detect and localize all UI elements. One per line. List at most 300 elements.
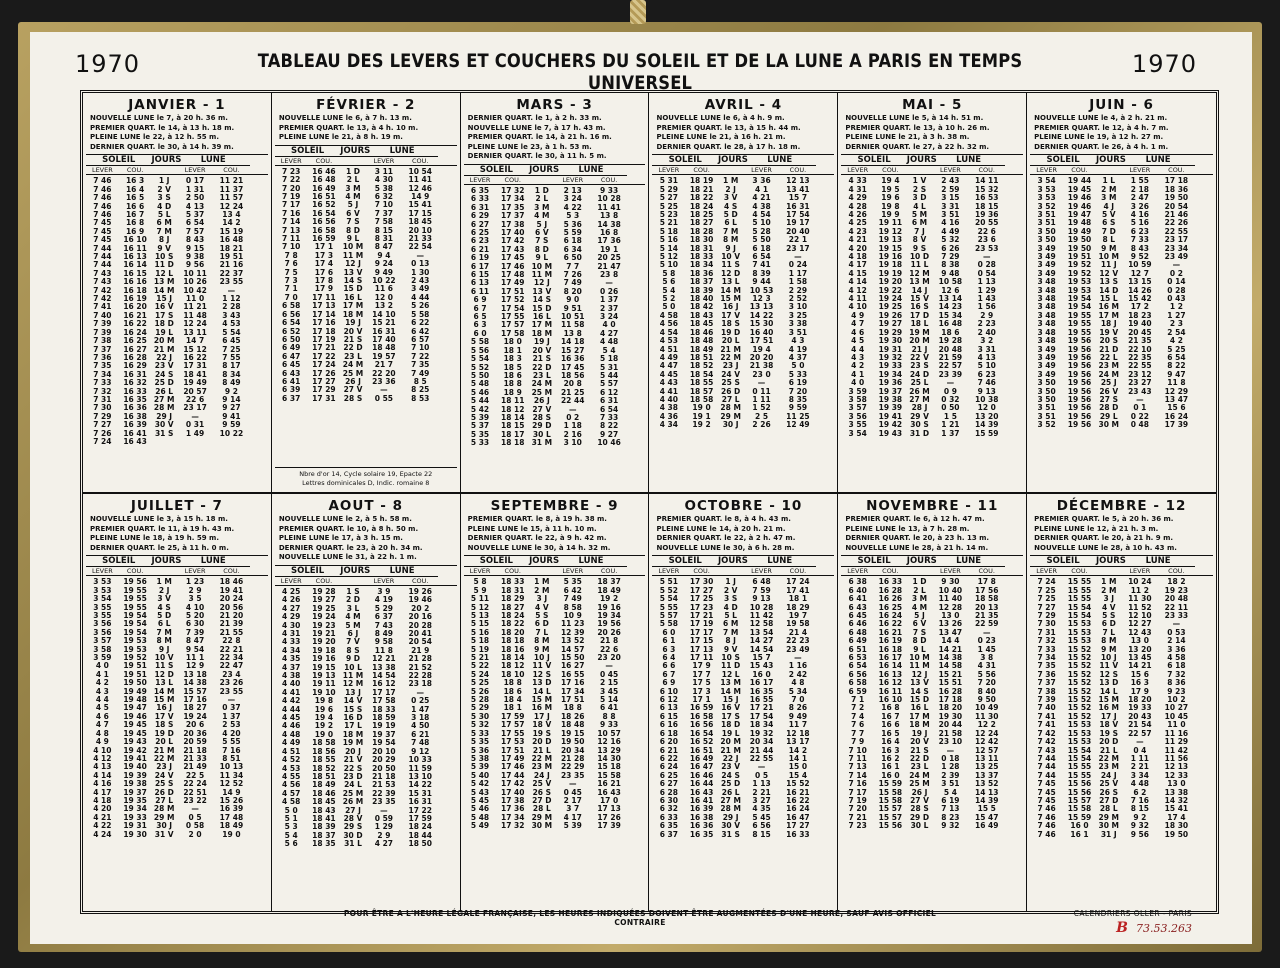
moon-set-cell: 15 59	[975, 429, 999, 438]
moon-set-cell: 19 7	[788, 612, 808, 620]
moon-set-cell: —	[1172, 261, 1181, 270]
sun-rise-cell: 7 1	[851, 696, 865, 705]
sun-set-cell: 16 21	[123, 311, 147, 320]
table-row	[86, 346, 268, 354]
day-rows	[275, 168, 457, 403]
day-rows	[86, 177, 268, 446]
month-name: MARS - 3	[516, 97, 593, 113]
sun-rise-cell: 3 50	[1037, 227, 1056, 236]
day-cell: 31 S	[154, 429, 174, 438]
sun-rise-cell: 5 54	[659, 595, 678, 604]
table-row	[1030, 320, 1213, 328]
table-row	[841, 704, 1023, 712]
sun-rise-cell: 6 58	[848, 679, 867, 688]
day-cell: 6 M	[911, 219, 928, 228]
table-row	[86, 578, 268, 586]
day-cell: 25 S	[154, 780, 174, 789]
table-row	[1030, 604, 1213, 612]
moon-set-cell: 19 16	[597, 603, 621, 612]
sun-set-cell: 16 21	[878, 628, 903, 637]
moon-rise-cell: 8 15	[1130, 805, 1149, 814]
sun-rise-cell: 3 54	[93, 595, 112, 604]
sun-set-cell: 19 6	[314, 705, 334, 714]
table-row	[1030, 186, 1213, 194]
moon-rise-cell: 16 36	[560, 355, 585, 364]
table-header	[275, 565, 457, 577]
moon-phase-line: PLEINE LUNE le 21, à 16 h. 21 m.	[656, 133, 786, 142]
table-row	[652, 738, 834, 746]
day-cell: 2 L	[346, 176, 360, 185]
sun-rise-cell: 6 45	[282, 361, 301, 370]
sun-rise-cell: 3 48	[1037, 328, 1056, 337]
moon-set-cell: 4 8	[791, 679, 805, 688]
moon-set-cell: 6 42	[411, 327, 430, 336]
table-row	[1030, 270, 1213, 278]
moon-rise-cell: 17 54	[749, 712, 774, 721]
moon-rise-cell: 22 20	[372, 369, 396, 378]
day-rows	[464, 187, 646, 448]
sun-rise-cell: 3 56	[93, 620, 112, 629]
sun-rise-cell: 7 2	[851, 704, 865, 713]
table-row	[86, 780, 268, 788]
table-subheader	[464, 567, 646, 576]
table-row	[464, 389, 646, 397]
moon-rise-cell: 14 22	[749, 311, 774, 320]
sun-set-cell: 19 49	[1067, 227, 1092, 236]
day-cell: 13 M	[720, 679, 741, 688]
day-cell: 1 J	[158, 177, 170, 186]
sun-rise-cell: 7 31	[1037, 628, 1056, 637]
sun-set-cell: 17 31	[312, 394, 336, 403]
moon-rise-cell: —	[568, 780, 577, 789]
moon-set-cell: 10 38	[975, 395, 999, 404]
moon-set-cell: 12 16	[597, 738, 621, 747]
table-row	[841, 654, 1023, 662]
moon-rise-cell: 5 39	[563, 822, 582, 831]
moon-rise-cell: 23 35	[372, 798, 396, 807]
moon-rise-cell: 8 15	[374, 226, 394, 235]
day-cell: 20 M	[909, 337, 930, 346]
moon-rise-cell: 2 18	[1130, 185, 1149, 194]
moon-rise-cell: 9 13	[752, 595, 771, 604]
sun-set-cell: 18 52	[689, 362, 714, 371]
day-cell: 14 L	[532, 687, 551, 696]
lever-column-header: LEVER	[469, 175, 491, 184]
day-cell: 31 J	[1100, 830, 1117, 839]
sun-set-cell: 19 41	[878, 412, 903, 421]
moon-set-cell: 20 54	[408, 638, 432, 647]
day-cell: 23 V	[721, 763, 741, 772]
moon-rise-cell: 4 27	[374, 840, 394, 849]
moon-rise-cell: 4 17	[563, 813, 582, 822]
sun-rise-cell: 3 57	[848, 404, 867, 413]
moon-set-cell: 14 2	[788, 746, 808, 755]
moon-rise-cell: 10 58	[938, 278, 963, 287]
table-row	[86, 219, 268, 227]
moon-rise-cell: 7 13	[941, 805, 960, 814]
moon-rise-cell: 1 11	[1130, 754, 1149, 763]
table-row	[652, 346, 834, 354]
day-cell: 22 M	[720, 353, 741, 362]
moon-phase-line: PLEINE LUNE le 13, à 7 h. 28 m.	[845, 524, 970, 533]
sun-set-cell: 16 14	[878, 662, 903, 671]
cou-column-header: COU.	[126, 567, 144, 576]
day-cell: 29 V	[910, 412, 929, 421]
sun-rise-cell: 3 54	[1037, 177, 1056, 186]
moon-rise-cell: 9 15	[185, 244, 205, 253]
sun-rise-cell: 4 33	[848, 177, 867, 186]
table-subheader	[1030, 567, 1213, 576]
table-row	[464, 296, 646, 304]
moon-rise-cell: 4 38	[752, 202, 771, 211]
table-row	[652, 831, 834, 839]
table-row	[1030, 763, 1213, 771]
cou-column-header: COU.	[223, 567, 240, 576]
table-row	[841, 320, 1023, 328]
table-row	[841, 721, 1023, 729]
moon-set-cell: 19 2	[599, 595, 619, 604]
day-cell: 6 V	[535, 229, 549, 237]
day-cell: 4 M	[911, 603, 928, 612]
day-cell: 17 L	[344, 722, 362, 731]
moon-rise-cell: 14 26	[1128, 286, 1152, 295]
day-cell: 24 V	[154, 771, 174, 780]
day-cell: 20 M	[720, 738, 741, 747]
moon-phases	[1034, 114, 1213, 152]
sun-set-cell: 19 24	[312, 613, 336, 622]
day-cell: 14 V	[343, 697, 363, 706]
day-cell: 29 M	[531, 813, 553, 822]
moon-set-cell: 23 20	[597, 654, 621, 663]
moon-set-cell: 3 25	[788, 311, 808, 320]
sun-rise-cell: 3 50	[1037, 236, 1056, 245]
sun-set-cell: 16 3	[881, 746, 900, 755]
sun-set-cell: 19 32	[878, 353, 903, 362]
day-cell: 30 J	[722, 421, 739, 430]
table-row	[275, 773, 457, 781]
moon-rise-cell: 1 55	[1130, 177, 1149, 186]
sun-set-cell: 17 54	[500, 304, 525, 313]
moon-rise-cell: 3 51	[941, 780, 960, 789]
moon-set-cell: 7 25	[222, 345, 241, 354]
sun-rise-cell: 4 11	[848, 295, 867, 304]
sun-set-cell: 15 55	[1067, 763, 1092, 772]
moon-phase-line: DERNIER QUART. le 26, à 4 h. 1 m.	[1034, 142, 1169, 151]
day-cell: 3 D	[912, 194, 927, 203]
sun-set-cell: 16 41	[689, 796, 714, 805]
table-row	[1030, 413, 1213, 421]
table-row	[86, 413, 268, 421]
day-cell: 25 D	[721, 780, 741, 789]
sun-rise-cell: 7 29	[1037, 612, 1056, 620]
day-cell: 20 M	[153, 337, 175, 346]
moon-phases	[468, 114, 646, 162]
moon-phase-line: PLEINE LUNE le 21, à 3 h. 38 m.	[845, 133, 970, 142]
sun-set-cell: 16 13	[123, 253, 147, 262]
sun-rise-cell: 7 27	[93, 421, 112, 430]
table-row	[464, 595, 646, 603]
table-row	[464, 629, 646, 637]
day-cell: 17 M	[909, 712, 930, 721]
moon-rise-cell: 10 24	[1128, 578, 1152, 587]
day-cell: 24 M	[531, 380, 553, 389]
table-row	[1030, 797, 1213, 805]
moon-rise-cell: 18 8	[563, 704, 582, 713]
sun-rise-cell: 7 21	[848, 813, 867, 822]
sun-set-cell: 18 8	[503, 380, 522, 389]
table-row	[652, 730, 834, 738]
table-row	[275, 622, 457, 630]
table-row	[275, 790, 457, 798]
sun-set-cell: 18 43	[689, 311, 714, 320]
day-cell: 5 D	[723, 211, 738, 219]
sun-rise-cell: 3 50	[1037, 387, 1056, 396]
sun-set-cell: 17 5	[692, 679, 711, 688]
day-cell: 29 D	[532, 422, 552, 431]
moon-rise-cell: 23 17	[183, 404, 207, 413]
moon-set-cell: 12 13	[786, 177, 810, 186]
moon-rise-cell: 16 35	[749, 687, 774, 696]
sun-rise-cell: 7 33	[93, 379, 112, 388]
sun-rise-cell: 4 38	[659, 404, 678, 413]
day-cell: 22 D	[343, 344, 363, 353]
day-cell: 22 D	[909, 754, 930, 763]
day-cell: 30 M	[1098, 421, 1120, 430]
sun-rise-cell: 7 20	[848, 805, 867, 814]
day-cell: 26 D	[721, 387, 741, 396]
sun-set-cell: 19 55	[1067, 320, 1092, 329]
moon-phase-line: PLEINE LUNE le 14, à 20 h. 21 m.	[656, 524, 786, 533]
table-row	[464, 330, 646, 338]
almanac-footnote	[275, 467, 457, 488]
sun-set-cell: 17 19	[689, 620, 714, 629]
sun-set-cell: 16 56	[689, 721, 714, 730]
table-row	[652, 396, 834, 404]
table-row	[275, 781, 457, 789]
table-row	[464, 814, 646, 822]
lever-column-header: LEVER	[1036, 166, 1058, 175]
moon-rise-cell: —	[191, 805, 199, 814]
day-cell: 16 J	[722, 303, 739, 312]
sun-rise-cell: 4 41	[659, 387, 678, 396]
sun-rise-cell: 4 53	[282, 764, 301, 773]
moon-rise-cell: 11 23	[560, 620, 585, 629]
sun-rise-cell: 5 57	[659, 612, 678, 620]
moon-rise-cell: 4 54	[752, 211, 771, 219]
moon-set-cell: 17 13	[597, 805, 621, 814]
moon-rise-cell: 11 1	[185, 654, 205, 663]
table-row	[652, 763, 834, 771]
day-cell: 9 L	[346, 235, 360, 244]
moon-set-cell: 16 33	[786, 830, 810, 839]
moon-set-cell: 5 25	[1167, 345, 1186, 354]
moon-rise-cell: 10 53	[749, 286, 774, 295]
day-cell: 12 J	[911, 670, 928, 679]
table-row	[464, 187, 646, 195]
sun-set-cell: 19 21	[312, 630, 336, 638]
day-cell: 3 S	[724, 595, 738, 604]
cou-column-header: COU.	[693, 166, 710, 175]
table-row	[86, 763, 268, 771]
sun-rise-cell: 5 21	[659, 219, 678, 228]
day-cell: 27 J	[345, 806, 361, 815]
day-cell: 5 S	[535, 612, 549, 620]
moon-phase-line: NOUVELLE LUNE le 28, à 21 h. 14 m.	[845, 543, 989, 552]
sun-rise-cell: 7 10	[848, 746, 867, 755]
moon-rise-cell: 14 21	[1128, 662, 1152, 671]
lune-header: LUNE	[932, 556, 1005, 567]
table-row	[464, 355, 646, 363]
sun-rise-cell: 6 11	[470, 287, 490, 296]
day-cell: 20 V	[532, 346, 552, 355]
moon-rise-cell: 16 55	[749, 696, 774, 705]
moon-phase-line: NOUVELLE LUNE le 7, à 17 h. 43 m.	[467, 123, 606, 132]
sun-set-cell: 19 39	[878, 404, 903, 413]
sun-set-cell: 18 35	[312, 840, 336, 849]
table-row	[652, 404, 834, 412]
table-row	[841, 278, 1023, 286]
sun-set-cell: 18 55	[689, 379, 714, 388]
sun-rise-cell: 4 34	[659, 421, 678, 430]
day-cell: 7 S	[912, 628, 927, 637]
moon-rise-cell: 7 41	[752, 261, 771, 270]
sun-rise-cell: 5 38	[470, 754, 490, 763]
sun-set-cell: 17 13	[689, 645, 714, 654]
moon-phase-line: NOUVELLE LUNE le 30, à 14 h. 32 m.	[467, 543, 611, 552]
day-cell: 13 M	[153, 278, 175, 287]
day-cell: 27 V	[910, 796, 929, 805]
day-cell: 21 M	[153, 746, 175, 755]
table-row	[275, 697, 457, 705]
sun-set-cell: 18 37	[312, 831, 336, 840]
sun-rise-cell: 7 43	[93, 269, 112, 278]
day-cell: 30 L	[910, 822, 929, 831]
day-cell: 29 S	[343, 823, 363, 832]
table-row	[275, 731, 457, 739]
day-cell: 28 D	[1099, 404, 1119, 413]
day-rows	[841, 578, 1023, 830]
sun-set-cell: 19 13	[878, 236, 903, 245]
table-row	[652, 270, 834, 278]
moon-set-cell: 18 37	[597, 578, 621, 587]
moon-rise-cell: 4 30	[374, 176, 394, 185]
sun-rise-cell: 4 13	[93, 763, 112, 772]
day-cell: 12 L	[721, 670, 740, 679]
table-row	[86, 587, 268, 595]
moon-rise-cell: 15 51	[938, 679, 963, 688]
sun-set-cell: 17 11	[312, 293, 336, 302]
month-block	[1027, 93, 1216, 494]
moon-set-cell: 11 34	[219, 771, 244, 780]
moon-phase-line: PREMIER QUART. le 12, à 4 h. 7 m.	[1034, 123, 1169, 132]
moon-set-cell: 22 55	[1164, 227, 1189, 236]
moon-set-cell: 22 8	[222, 637, 241, 646]
sun-rise-cell: 7 40	[93, 311, 112, 320]
moon-rise-cell: 6 42	[563, 586, 582, 595]
moon-set-cell: 11 25	[786, 412, 810, 421]
table-row	[275, 252, 457, 260]
sun-rise-cell: 3 48	[1037, 320, 1056, 329]
moon-set-cell: 3 38	[788, 320, 808, 329]
table-row	[275, 596, 457, 604]
sun-set-cell: 18 36	[689, 269, 714, 278]
table-row	[652, 789, 834, 797]
table-row	[652, 755, 834, 763]
table-row	[275, 588, 457, 596]
moon-set-cell: 11 7	[788, 721, 808, 730]
moon-set-cell: 14 9	[222, 788, 241, 797]
moon-rise-cell: 2 0	[188, 830, 202, 839]
moon-set-cell: 9 59	[788, 404, 808, 413]
table-row	[1030, 261, 1213, 269]
lune-header: LUNE	[743, 556, 816, 567]
table-row	[464, 654, 646, 662]
moon-rise-cell: 6 26	[941, 244, 960, 253]
sun-rise-cell: 3 51	[1037, 412, 1056, 421]
cou-column-header: COU.	[693, 567, 710, 576]
moon-set-cell: 20 2	[411, 604, 430, 613]
moon-rise-cell: 10 28	[749, 603, 774, 612]
moon-set-cell: —	[983, 253, 991, 262]
day-cell: 3 M	[534, 203, 550, 212]
sun-rise-cell: 4 57	[282, 789, 301, 798]
sun-rise-cell: 4 12	[93, 754, 112, 763]
sun-rise-cell: 6 31	[470, 203, 490, 212]
sun-set-cell: 19 56	[1067, 353, 1092, 362]
moon-set-cell: 23 33	[1164, 612, 1189, 620]
table-row	[1030, 211, 1213, 219]
moon-set-cell: 20 24	[219, 595, 244, 604]
moon-rise-cell: 20 43	[1128, 712, 1152, 721]
moon-rise-cell: 17 16	[560, 679, 585, 688]
day-cell: 23 D	[343, 772, 363, 781]
table-row	[652, 704, 834, 712]
sun-set-cell: 19 54	[123, 612, 147, 620]
moon-set-cell: 17 39	[597, 822, 621, 831]
table-row	[841, 671, 1023, 679]
table-row	[1030, 662, 1213, 670]
sun-rise-cell: 7 5	[284, 268, 298, 277]
table-row	[275, 168, 457, 176]
table-row	[1030, 337, 1213, 345]
year-left: 1970	[75, 50, 141, 78]
moon-phase-line: DERNIER QUART. le 30, à 11 h. 5 m.	[467, 152, 607, 161]
sun-set-cell: 19 4	[881, 177, 900, 186]
moon-set-cell: 0 24	[788, 261, 808, 270]
moon-set-cell: 6 31	[599, 397, 619, 406]
moon-set-cell: 18 46	[219, 578, 244, 587]
moon-phase-line: PLEINE LUNE le 19, à 12 h. 27 m.	[1034, 133, 1164, 142]
sun-set-cell: 15 52	[1067, 662, 1092, 671]
day-cell: 4 M	[534, 212, 550, 221]
table-row	[652, 303, 834, 311]
table-row	[86, 354, 268, 362]
moon-rise-cell: 7 37	[374, 209, 394, 218]
jours-spacer	[529, 176, 554, 184]
sun-rise-cell: 3 48	[1037, 278, 1056, 287]
sun-rise-cell: 4 29	[848, 194, 867, 203]
sun-set-cell: 19 33	[878, 362, 903, 371]
moon-set-cell: 18 44	[408, 831, 432, 840]
sun-rise-cell: 4 41	[282, 688, 301, 697]
day-cell: 2 M	[1101, 586, 1117, 595]
moon-set-cell: —	[1172, 620, 1181, 629]
moon-phase-line: PLEINE LUNE le 23, à 1 h. 53 m.	[467, 142, 592, 151]
sun-rise-cell: 6 9	[473, 296, 487, 305]
moon-phase-line: NOUVELLE LUNE le 30, à 6 h. 28 m.	[656, 543, 795, 552]
day-cell: 30 S	[910, 421, 929, 430]
sun-set-cell: 18 6	[503, 687, 522, 696]
